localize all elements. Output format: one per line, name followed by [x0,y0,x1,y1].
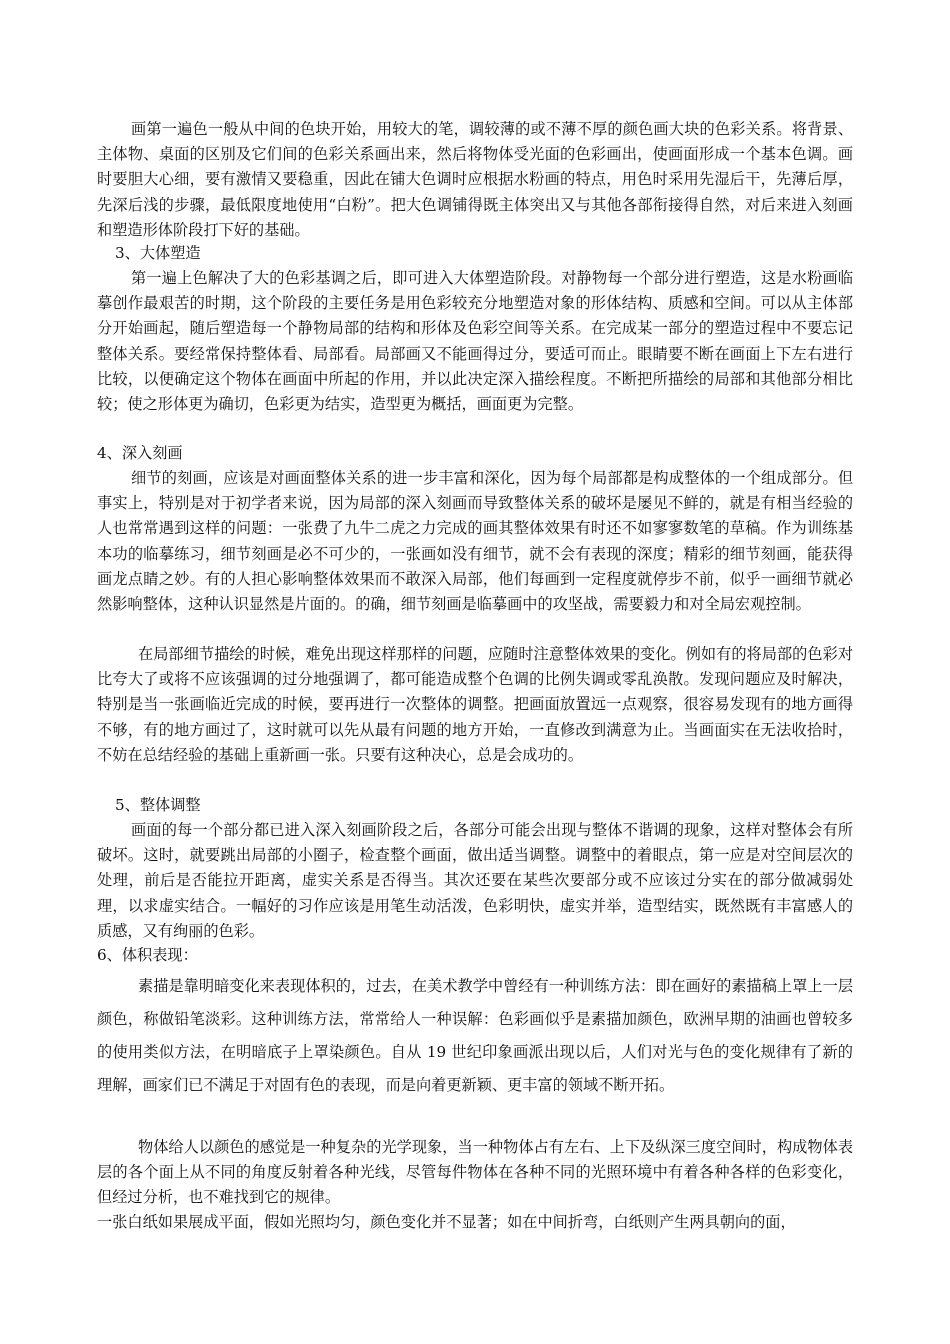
heading-section-4: 4、深入刻画 [97,444,183,462]
paragraph-detail-rendering: 细节的刻画，应该是对画面整体关系的进一步丰富和深化，因为每个局部都是构成整体的一个组成部分。但事实上，特别是对于初学者来说，因为局部的深入刻画而导致整体关系的破坏是屡见不鲜的，就是有相当经验的人也常常遇到这样的问题：一张费了九牛二虎之力完成的画其整体效果有时还不如寥寥数笔的草稿。作为训练基本功的临摹练习，细节刻画是必不可少的，一张画如没有细节，就不会有表现的深度；精彩的细节刻画，能获得画龙点睛之妙。有的人担心影响整体效果而不敢深入局部，他们每画到一定程度就停步不前，似乎一画细节就必然影响整体，这种认识显然是片面的。的确，细节刻画是临摹画中的攻坚战，需要毅力和对全局宏观控制。 [97,469,853,614]
heading-section-5: 5、整体调整 [115,796,201,814]
heading-section-6: 6、体积表现： [97,946,198,964]
paragraph-first-color-pass: 画第一遍色一般从中间的色块开始，用较大的笔，调较薄的或不薄不厚的颜色画大块的色彩关系。将背景、主体物、桌面的区别及它们间的色彩关系画出来，然后将物体受光面的色彩画出，使画面形成一个基本色调。画时要胆大心细，要有激情又要稳重，因此在铺大色调时应根据水粉画的特点，用色时采用先湿后干，先薄后厚，先深后浅的步骤，最低限度地使用“白粉”。把大色调铺得既主体突出又与其他各部衔接得自然，对后来进入刻画和塑造形体阶段打下好的基础。 [97,120,853,239]
paragraph-general-modeling: 第一遍上色解决了大的色彩基调之后，即可进入大体塑造阶段。对静物每一个部分进行塑造，这是水粉画临摹创作最艰苦的时期，这个阶段的主要任务是用色彩较充分地塑造对象的形体结构、质感和空间。可以从主体部分开始画起，随后塑造每一个静物局部的结构和形体及色彩空间等关系。在完成某一部分的塑造过程中不要忘记整体关系。要经常保持整体看、局部看。局部画又不能画得过分，要适可而止。眼睛要不断在画面上下左右进行比较，以便确定这个物体在画面中所起的作用，并以此决定深入描绘程度。不断把所描绘的局部和其他部分相比较；使之形体更为确切，色彩更为结实，造型更为概括，画面更为完整。 [97,269,853,414]
heading-section-3: 3、大体塑造 [115,244,201,262]
paragraph-white-paper: 一张白纸如果展成平面，假如光照均匀，颜色变化并不显著；如在中间折弯，白纸则产生两具朝向的面， [97,1213,796,1231]
paragraph-object-color: 物体给人以颜色的感觉是一种复杂的光学现象，当一种物体占有左右、上下及纵深三度空间时，构成物体表层的各个面上从不同的角度反射着各种光线，尽管每件物体在各种不同的光照环境中有着各种各样的色彩变化，但经过分析，也不难找到它的规律。 [97,1138,853,1207]
paragraph-local-detail: 在局部细节描绘的时候，难免出现这样那样的问题，应随时注意整体效果的变化。例如有的将局部的色彩对比夸大了或将不应该强调的过分地强调了，都可能造成整个色调的比例失调或零乱涣散。发现问题应及时解决，特别是当一张画临近完成的时候，要再进行一次整体的调整。把画面放置远一点观察，很容易发现有的地方画得不够，有的地方画过了，这时就可以先从最有问题的地方开始，一直修改到满意为止。当画面实在无法收拾时，不妨在总结经验的基础上重新画一张。只要有这种决心，总是会成功的。 [97,645,853,764]
paragraph-overall-adjustment: 画面的每一个部分都已进入深入刻画阶段之后，各部分可能会出现与整体不谐调的现象，这样对整体会有所破坏。这时，就要跳出局部的小圈子，检查整个画面，做出适当调整。调整中的着眼点，第一应是对空间层次的处理，前后是否能拉开距离，虚实关系是否得当。其次还要在某些次要部分或不应该过分实在的部分做减弱处理，以求虚实结合。一幅好的习作应该是用笔生动活泼，色彩明快，虚实并举，造型结实，既然既有丰富感人的质感，又有绚丽的色彩。 [97,821,853,940]
paragraph-volume-sketch: 素描是靠明暗变化来表现体积的，过去，在美术教学中曾经有一种训练方法：即在画好的素描稿上罩上一层颜色，称做铅笔淡彩。这种训练方法，常常给人一种误解：色彩画似乎是素描加颜色，欧洲早期的油画也曾较多的使用类似方法，在明暗底子上罩染颜色。自从 19 世纪印象画派出现以后，人们对光与色的变化规律有了新的理解，画家们已不满足于对固有色的表现，而是向着更新颖、更丰富的领域不断开拓。 [97,977,853,1094]
